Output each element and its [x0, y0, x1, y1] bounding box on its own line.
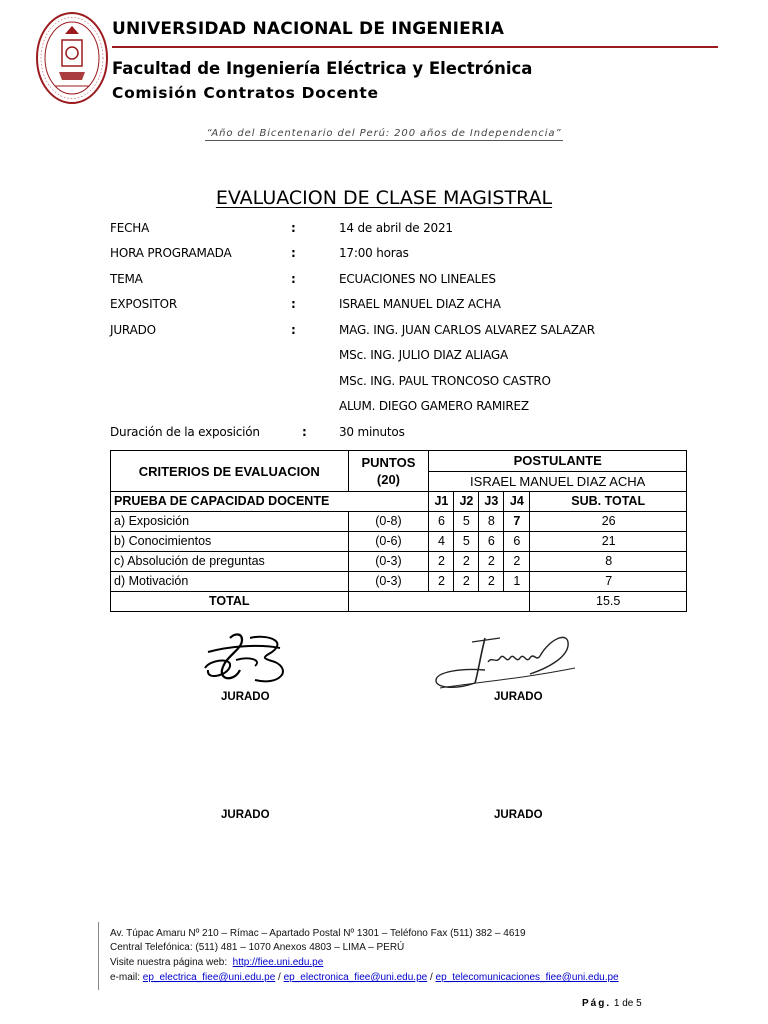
j4-cell: 2: [504, 552, 530, 572]
signature-2: [430, 628, 580, 698]
header-j4: J4: [504, 492, 530, 512]
j4-cell: 6: [504, 532, 530, 552]
header-postulante: POSTULANTE: [429, 451, 687, 472]
hora-colon: :: [291, 246, 296, 260]
document-title: [0, 187, 768, 209]
tema-colon: :: [291, 272, 296, 286]
footer-website-prefix: Visite nuestra página web:: [110, 957, 233, 968]
j3-cell: 8: [479, 512, 504, 532]
document-title-text: EVALUACION DE CLASE MAGISTRAL: [215, 187, 553, 209]
table-row: [111, 572, 687, 592]
fecha-colon: :: [291, 221, 296, 235]
j2-cell: 5: [454, 532, 479, 552]
jurado-member-4: ALUM. DIEGO GAMERO RAMIREZ: [339, 399, 529, 413]
j3-cell: 2: [479, 572, 504, 592]
j1-cell: 2: [429, 552, 454, 572]
fecha-value: 14 de abril de 2021: [339, 221, 453, 235]
jurado-signature-label-2: JURADO: [494, 691, 543, 703]
header-subtotal: SUB. TOTAL: [530, 492, 687, 512]
year-motto: [0, 128, 768, 139]
email-separator: /: [275, 972, 284, 983]
total-spacer: [348, 592, 530, 612]
j1-cell: 6: [429, 512, 454, 532]
tema-label: TEMA: [110, 272, 143, 286]
j2-cell: 5: [454, 512, 479, 532]
faculty-name: Facultad de Ingeniería Eléctrica y Electrónica: [112, 59, 533, 78]
page-value: 1 de 5: [613, 998, 642, 1009]
subtotal-cell: 26: [530, 512, 687, 532]
duracion-value: 30 minutos: [339, 425, 405, 439]
header-puntos-line2: (20): [376, 472, 401, 487]
hora-value: 17:00 horas: [339, 246, 409, 260]
header-postulante-name: ISRAEL MANUEL DIAZ ACHA: [429, 471, 687, 492]
footer-email-line: [110, 972, 619, 983]
subtotal-cell: 8: [530, 552, 687, 572]
j2-cell: 2: [454, 572, 479, 592]
email-separator: /: [427, 972, 436, 983]
tema-value: ECUACIONES NO LINEALES: [339, 272, 496, 286]
rango-cell: (0-3): [348, 572, 429, 592]
expositor-colon: :: [291, 297, 296, 311]
page-label: Pág.: [582, 998, 612, 1009]
rango-cell: (0-8): [348, 512, 429, 532]
criterio-cell: d) Motivación: [111, 572, 349, 592]
footer-phone: Central Telefónica: (511) 481 – 1070 Anexos 4803 – LIMA – PERÚ: [110, 942, 405, 953]
commission-name: Comisión Contratos Docente: [112, 84, 379, 102]
header-j3: J3: [479, 492, 504, 512]
table-row: [111, 512, 687, 532]
header-j1: J1: [429, 492, 454, 512]
website-link[interactable]: http://fiee.uni.edu.pe: [232, 957, 324, 968]
criterio-cell: a) Exposición: [111, 512, 349, 532]
footer-divider: [98, 922, 99, 990]
expositor-value: ISRAEL MANUEL DIAZ ACHA: [339, 297, 501, 311]
header-j2: J2: [454, 492, 479, 512]
table-total-row: [111, 592, 687, 612]
footer-email-prefix: e-mail:: [110, 972, 143, 983]
header-puntos: [348, 451, 429, 492]
header-criterios: CRITERIOS DE EVALUACION: [111, 451, 349, 492]
jurado-label: JURADO: [110, 323, 156, 337]
duracion-colon: :: [302, 425, 307, 439]
header-prueba: PRUEBA DE CAPACIDAD DOCENTE: [111, 492, 429, 512]
hora-label: HORA PROGRAMADA: [110, 246, 232, 260]
jurado-member-1: MAG. ING. JUAN CARLOS ALVAREZ SALAZAR: [339, 323, 595, 337]
j1-cell: 2: [429, 572, 454, 592]
criterio-cell: b) Conocimientos: [111, 532, 349, 552]
email-link-electronica[interactable]: ep_electronica_fiee@uni.edu.pe: [283, 972, 428, 983]
fecha-label: FECHA: [110, 221, 150, 235]
page-number: [582, 998, 642, 1009]
university-name: UNIVERSIDAD NACIONAL DE INGENIERIA: [112, 19, 505, 39]
rango-cell: (0-3): [348, 552, 429, 572]
email-link-telecomunicaciones[interactable]: ep_telecomunicaciones_fiee@uni.edu.pe: [435, 972, 619, 983]
email-link-electrica[interactable]: ep_electrica_fiee@uni.edu.pe: [142, 972, 276, 983]
jurado-colon: :: [291, 323, 296, 337]
footer-website-line: [110, 957, 323, 968]
jurado-member-2: MSc. ING. JULIO DIAZ ALIAGA: [339, 348, 509, 362]
expositor-label: EXPOSITOR: [110, 297, 177, 311]
table-subheader-row: [111, 492, 687, 512]
year-motto-text: “Año del Bicentenario del Perú: 200 años de Independencia”: [206, 128, 562, 139]
table-header-row: [111, 451, 687, 472]
rango-cell: (0-6): [348, 532, 429, 552]
j4-cell: 7: [504, 512, 530, 532]
j4-cell: 1: [504, 572, 530, 592]
total-value: 15.5: [530, 592, 687, 612]
subtotal-cell: 7: [530, 572, 687, 592]
header-puntos-line1: PUNTOS: [361, 455, 416, 470]
criterio-cell: c) Absolución de preguntas: [111, 552, 349, 572]
jurado-member-3: MSc. ING. PAUL TRONCOSO CASTRO: [339, 374, 551, 388]
evaluation-table: [110, 450, 687, 612]
footer-address: Av. Túpac Amaru Nº 210 – Rímac – Apartado Postal Nº 1301 – Teléfono Fax (511) 382 – 4619: [110, 928, 526, 939]
jurado-signature-label-1: JURADO: [221, 691, 270, 703]
j2-cell: 2: [454, 552, 479, 572]
signature-1: [200, 630, 295, 690]
total-label: TOTAL: [111, 592, 349, 612]
j1-cell: 4: [429, 532, 454, 552]
header-divider: [112, 46, 718, 48]
j3-cell: 6: [479, 532, 504, 552]
jurado-signature-label-4: JURADO: [494, 809, 543, 821]
jurado-signature-label-3: JURADO: [221, 809, 270, 821]
table-row: [111, 532, 687, 552]
table-row: [111, 552, 687, 572]
duracion-label: Duración de la exposición: [110, 425, 260, 439]
j3-cell: 2: [479, 552, 504, 572]
subtotal-cell: 21: [530, 532, 687, 552]
university-seal-logo: [35, 10, 109, 106]
